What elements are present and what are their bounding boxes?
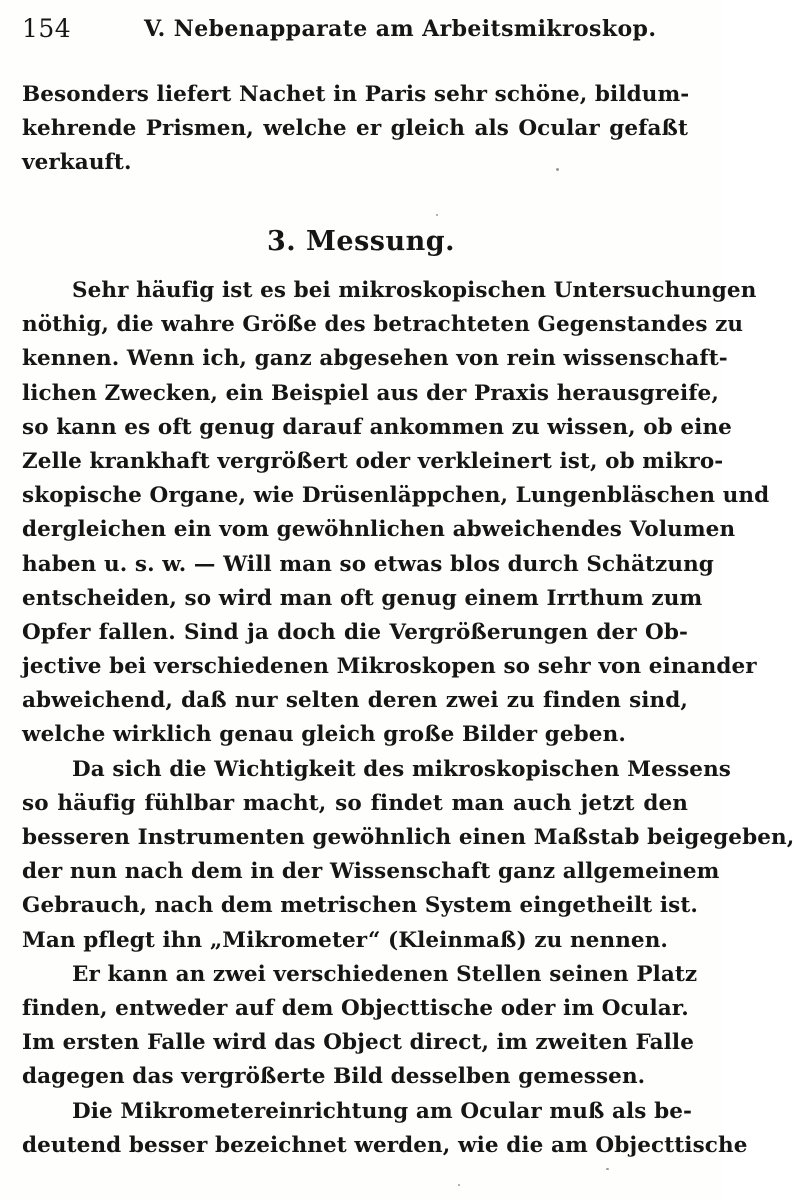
- text-line: kennen. Wenn ich, ganz abgesehen von rein wissenschaft-: [22, 346, 728, 372]
- text-line: dergleichen ein vom gewöhnlichen abweichendes Volumen: [22, 517, 736, 543]
- text-line: Gebrauch, nach dem metrischen System eingetheilt ist.: [22, 893, 698, 919]
- page-header: [22, 14, 690, 50]
- text-line: deutend besser bezeichnet werden, wie die am Objecttische: [22, 1132, 748, 1158]
- text-line: lichen Zwecken, ein Beispiel aus der Praxis herausgreife,: [22, 380, 719, 406]
- text-line: jective bei verschiedenen Mikroskopen so sehr von einander: [22, 654, 757, 680]
- text-line: Er kann an zwei verschiedenen Stellen seinen Platz: [72, 961, 698, 987]
- text-line: entscheiden, so wird man oft genug einem Irrthum zum: [22, 585, 703, 611]
- text-line: dagegen das vergrößerte Bild desselben gemessen.: [22, 1064, 646, 1090]
- text-line: besseren Instrumenten gewöhnlich einen Maßstab beigegeben,: [22, 825, 794, 850]
- section-body: [22, 274, 794, 1163]
- intro-paragraph: [22, 78, 688, 181]
- text-line: abweichend, daß nur selten deren zwei zu finden sind,: [22, 688, 688, 714]
- page-number: 154: [22, 14, 72, 43]
- running-title: V. Nebenapparate am Arbeitsmikroskop.: [144, 16, 657, 42]
- text-line: so kann es oft genug darauf ankommen zu wissen, ob eine: [22, 414, 732, 440]
- scan-speck: [436, 214, 438, 216]
- text-line: kehrende Prismen, welche er gleich als Ocular gefaßt: [22, 116, 688, 142]
- text-line: finden, entweder auf dem Objecttische oder im Ocular.: [22, 995, 689, 1021]
- section-heading: 3. Messung.: [266, 226, 456, 257]
- text-line: Sehr häufig ist es bei mikroskopischen Untersuchungen: [72, 278, 757, 303]
- scan-speck: [556, 168, 559, 171]
- text-line: der nun nach dem in der Wissenschaft ganz allgemeinem: [22, 859, 720, 885]
- scan-speck: [458, 1184, 460, 1186]
- text-line: so häufig fühlbar macht, so findet man auch jetzt den: [22, 790, 688, 816]
- text-line: Da sich die Wichtigkeit des mikroskopischen Messens: [72, 756, 732, 782]
- text-line: verkauft.: [22, 150, 132, 176]
- text-line: Besonders liefert Nachet in Paris sehr schöne, bildum-: [22, 82, 690, 107]
- text-line: Opfer fallen. Sind ja doch die Vergrößerungen der Ob-: [22, 619, 688, 645]
- text-line: Zelle krankhaft vergrößert oder verkleinert ist, ob mikro-: [22, 448, 724, 474]
- text-line: skopische Organe, wie Drüsenläppchen, Lungenbläschen und: [22, 483, 770, 509]
- text-line: Im ersten Falle wird das Object direct, im zweiten Falle: [22, 1030, 694, 1056]
- text-line: Man pflegt ihn „Mikrometer“ (Kleinmaß) zu nennen.: [22, 927, 669, 953]
- text-line: Die Mikrometereinrichtung am Ocular muß als be-: [72, 1098, 693, 1124]
- scan-speck: [606, 1168, 609, 1170]
- text-line: welche wirklich genau gleich große Bilder geben.: [22, 722, 626, 748]
- text-line: haben u. s. w. — Will man so etwas blos durch Schätzung: [22, 551, 714, 577]
- text-line: nöthig, die wahre Größe des betrachteten Gegenstandes zu: [22, 312, 744, 338]
